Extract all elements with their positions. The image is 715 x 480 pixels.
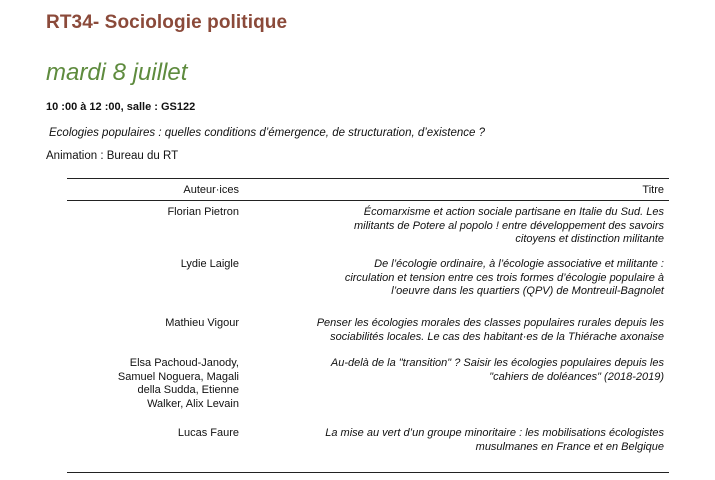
title-line: l’oeuvre dans les quartiers (QPV) de Montreuil-Bagnolet (391, 285, 664, 297)
table-row (67, 427, 669, 464)
title-line: Au-delà de la "transition" ? Saisir les écologies populaires depuis les (330, 357, 664, 369)
row-title (239, 258, 669, 317)
title-line: La mise au vert d’un groupe minoritaire : les mobilisations écologistes (325, 427, 664, 439)
title-line: musulmanes en France et en Belgique (475, 440, 664, 453)
table-header-rule (67, 200, 669, 201)
row-title (239, 206, 669, 258)
table-row (67, 206, 669, 258)
table-row (67, 317, 669, 357)
title-line: circulation et tension entre ces trois formes d’écologie populaire à (344, 271, 664, 284)
row-authors (67, 258, 239, 317)
author-line: Samuel Noguera, Magali (117, 370, 239, 383)
title-line: sociabilités locales. Le cas des habitant·es de la Thiérache axonaise (330, 330, 664, 343)
row-authors (67, 357, 239, 427)
document-title: RT34- Sociologie politique (46, 12, 288, 33)
row-title (239, 357, 669, 427)
author-line: Mathieu Vigour (165, 317, 239, 329)
session-time-room: 10 :00 à 12 :00, salle : GS122 (46, 101, 196, 113)
row-title (239, 317, 669, 357)
talks-table (67, 178, 669, 473)
row-authors (67, 427, 239, 464)
author-line: Lucas Faure (177, 427, 239, 439)
session-animation: Animation : Bureau du RT (46, 150, 179, 162)
title-line: Penser les écologies morales des classes populaires rurales depuis les (316, 317, 664, 329)
title-line: militants de Potere al popolo ! entre développement des savoirs (353, 219, 664, 232)
table-row (67, 357, 669, 427)
author-line: della Sudda, Etienne (137, 384, 239, 396)
title-line: "cahiers de doléances" (2018-2019) (489, 370, 664, 383)
title-line: De l’écologie ordinaire, à l’écologie associative et militante : (374, 258, 664, 270)
header-authors: Auteur·ices (183, 183, 239, 196)
session-theme: Ecologies populaires : quelles conditions d’émergence, de structuration, d’existence ? (49, 127, 485, 139)
table-header (67, 179, 669, 200)
author-line: Florian Pietron (167, 206, 239, 218)
title-line: Écomarxisme et action sociale partisane en Italie du Sud. Les (363, 206, 664, 218)
row-title (239, 427, 669, 464)
author-line: Lydie Laigle (180, 258, 239, 270)
row-authors (67, 206, 239, 258)
author-line: Walker, Alix Levain (147, 397, 239, 410)
title-line: citoyens et distinction militante (515, 233, 664, 245)
day-heading: mardi 8 juillet (46, 59, 188, 86)
header-title: Titre (642, 183, 664, 196)
author-line: Elsa Pachoud-Janody, (129, 357, 239, 369)
row-authors (67, 317, 239, 357)
table-bottom-rule (67, 472, 669, 473)
table-row (67, 258, 669, 317)
